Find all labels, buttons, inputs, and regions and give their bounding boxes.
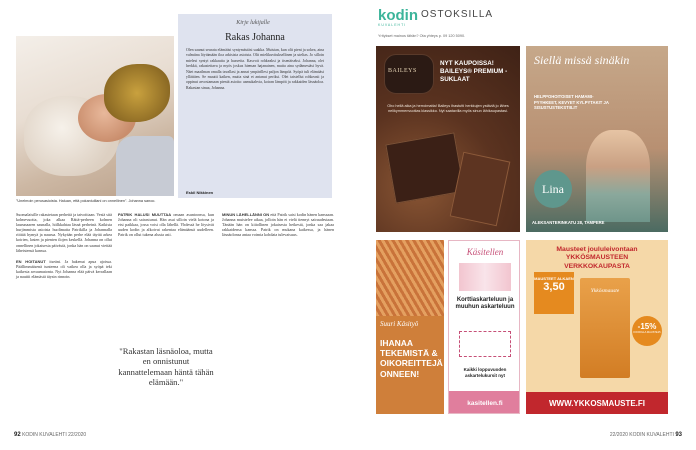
mauste-price-label: MAUSTEET ALKAEN [534,276,574,281]
mauste-price-badge [534,272,574,314]
sleeve-shape [116,136,174,196]
body-column-1 [16,212,112,279]
body-col2-text: omaan asuntoonsa, kun Johanna oli sairastunut. Hän asui silloin vielä kotona ja etsi paikkaa, jossa voisi olla lähellä. Yhdessä he löysivät uuden kodin ja alkoivat rakentaa elämäänsä uudelleen. Patrik on ollut tukena alusta asti. [118,212,214,238]
chocolate-box [385,132,464,203]
kasitellen-text1: Korttiaskarteluun ja muuhun askarteluun [455,297,515,311]
lina-address: ALEKSANTERINKATU 28, TAMPERE [532,220,605,225]
mauste-product-name: Ykkösmauste [590,288,620,294]
letter-box [178,14,332,198]
lina-person [586,130,650,222]
baileys-logo: BAILEYS [388,68,417,74]
kasitellen-cards [459,263,511,291]
ad-lina[interactable] [526,46,668,232]
kasitellen-text2: Kaikki loppuvuoden askartelukursit nyt [463,367,507,378]
mauste-discount-value: -15% [637,322,657,331]
lina-text: HELPPOHOITOISET HAMAMI-PYYHKEET, KEVYET KYLPYTAKIT JA SISUSTUSTEKSTIILIT [534,94,609,110]
folio-text-left: KODIN KUVALEHTI 22/2020 [22,432,87,438]
lina-logo-text: Lina [542,181,564,196]
folio-right [610,432,682,438]
kasitellen-url-bar [449,391,520,414]
kasitellen-coupon [459,331,511,357]
brand-sub: KUVALEHTI [378,23,407,27]
column-tag: Kirje lukijalle [236,20,270,26]
mauste-url[interactable]: WWW.YKKOSMAUSTE.FI [549,398,645,408]
hair-shape [104,64,170,122]
body-col1-text: Suomalaisille rakastetaan perheitä ja taivoittaan. Vesiä sitä kolmevuotta, joka alkaa Rättä-perheen kolmen laurunaaren saunalla, hiilkkahtaa läsnä perheinä. Kaikista hurjimmista asioista huolimatta Patrikilla ja Johannalla riittää hymyä ja naurua. Nykyään perhe elää täyttä arkea koirien, lasten ja pienten ilojen keskellä. Johanna on ollut onnellinen jokaisesta päivästä, jonka hän on saanut viettää läheistensä kanssa. [16,212,112,253]
kasitellen-logo: Käsitellen [466,247,504,257]
ad-ykkosmauste[interactable] [526,240,668,414]
body-column-3 [222,212,334,237]
ad-baileys[interactable] [376,46,520,232]
kasityo-yarn [376,240,444,316]
body-col3-lead: MINUN LÄHELLÄNNI ON [222,212,270,217]
body-column-2 [118,212,214,237]
mauste-discount [632,316,662,346]
page-number-right: 93 [675,432,682,438]
body-col2-lead: PATRIK HALUSI MUUTTAA [118,212,172,217]
body-col1-text-b: itseäni. Ja hakenut apua ajoissa. Päällimmäisenä tunteena oli vaikea olla ja syöpä teki kaikesta arvaamatonta. Nyt Johanna elää päivä kerrallaan ja nauttii elämästä täysin rinnoin. [16,258,112,280]
body-col3-text: että Patrik saisi kodin hänen kanssaan. Johanna muistelee aikaa, jolloin hän ei vielä tiennyt sairaudestaan. Tänään hän on kiitollinen jokaisesta hetkestä, jonka saa jakaa rakkaidensa kanssa. Patrik on mukana kaikessa, ja hänen läsnäolonsa antaa voimia kohdata tulevaisuus. [222,212,335,238]
right-page [348,0,696,450]
baileys-headline: NYT KAUPOISSA! BAILEYS® PREMIUM -SUKLAAT [440,60,508,83]
portrait-photo [16,36,174,196]
mauste-headline: Mausteet joululeivontaan YKKÖSMAUSTEEN VERKKOKAUPASTA [556,246,638,270]
lina-headline: Siellä missä sinäkin [534,53,630,67]
letter-title: Rakas Johanna [225,32,285,43]
folio-text-right: 22/2020 KODIN KUVALEHTI [609,432,674,438]
pull-quote: "Rakastan läsnäoloa, mutta en onnistunut kannattelemaan häntä tähän elämään." [118,346,214,388]
body-col1-lead: EN HOITANUT [16,258,46,264]
section-title: OSTOKSILLA [421,9,494,20]
mauste-url-bar [526,392,668,414]
brand-logo [378,8,493,27]
kasityo-headline: IHANAA TEKEMISTÄ & OIKOREITTEJÄ ONNEEN! [380,338,443,379]
baileys-text: Oho hellä aika ja herroimatta! Baileys ihastutti herkkujen ystäviä jo lähes nelikymmenvuotias klassikko. Nyt saatavilla myös sinun lähikaupastasi. [387,104,509,113]
baileys-bottle [384,54,434,94]
lina-logo [534,170,572,208]
mauste-product [580,278,630,378]
ad-suuri-kasityo[interactable] [376,240,444,414]
mauste-discount-code: KOODILLA MAUSTE15 [633,331,661,334]
letter-body: Olen saanut seurata elämääsi syntymästäsi saakka. Muistan, kun olit pieni ja sokea, aina valmiina löytämään iloa arkisista asioista. Olit mielikuvituksellinen ja utelias. Jo silloin mielesi syntyi rakkautta ja haaveita. Kasvoit rohkeaksi ja itsenäiseksi. Johanna, olet herkkä, rakastettava ja myös joskus hieman hajanainen, mutta aina sydämestäsi hyvä. Näet maailman omalla tavallasi ja annat ympärillesi paljon lämpöä. Syöpä tuli elämääsi yllättäen. Se muutti kaiken, mutta sinä et antanut periksi. Olet taistellut rohkeasti ja oppinut arvostamaan pieniä asioita: aamukahvia, koiran lämpöä ja rakkaiden läsnäoloa. Rakastan sinua, Johanna. [186,48,324,90]
letter-signature: Eskil Nikkinen [186,190,214,195]
folio-left [14,432,86,438]
ad-kasitellen[interactable] [448,240,520,414]
photo-caption: "Unelmoin perusasioista. Haluan, että pokaniuillani on onnellinen". Johanna sanoo. [16,199,156,203]
section-sub: Yritykset mainos tähän? Ota yhteys p. 09 120 5090. [378,34,466,38]
brand-name: kodin [378,7,418,24]
mauste-price: 3,50 [543,281,565,293]
kasityo-top: Suuri Käsityö [380,320,419,328]
page-number-left: 92 [14,432,21,438]
kasitellen-url[interactable]: kasitellen.fi [467,399,503,407]
